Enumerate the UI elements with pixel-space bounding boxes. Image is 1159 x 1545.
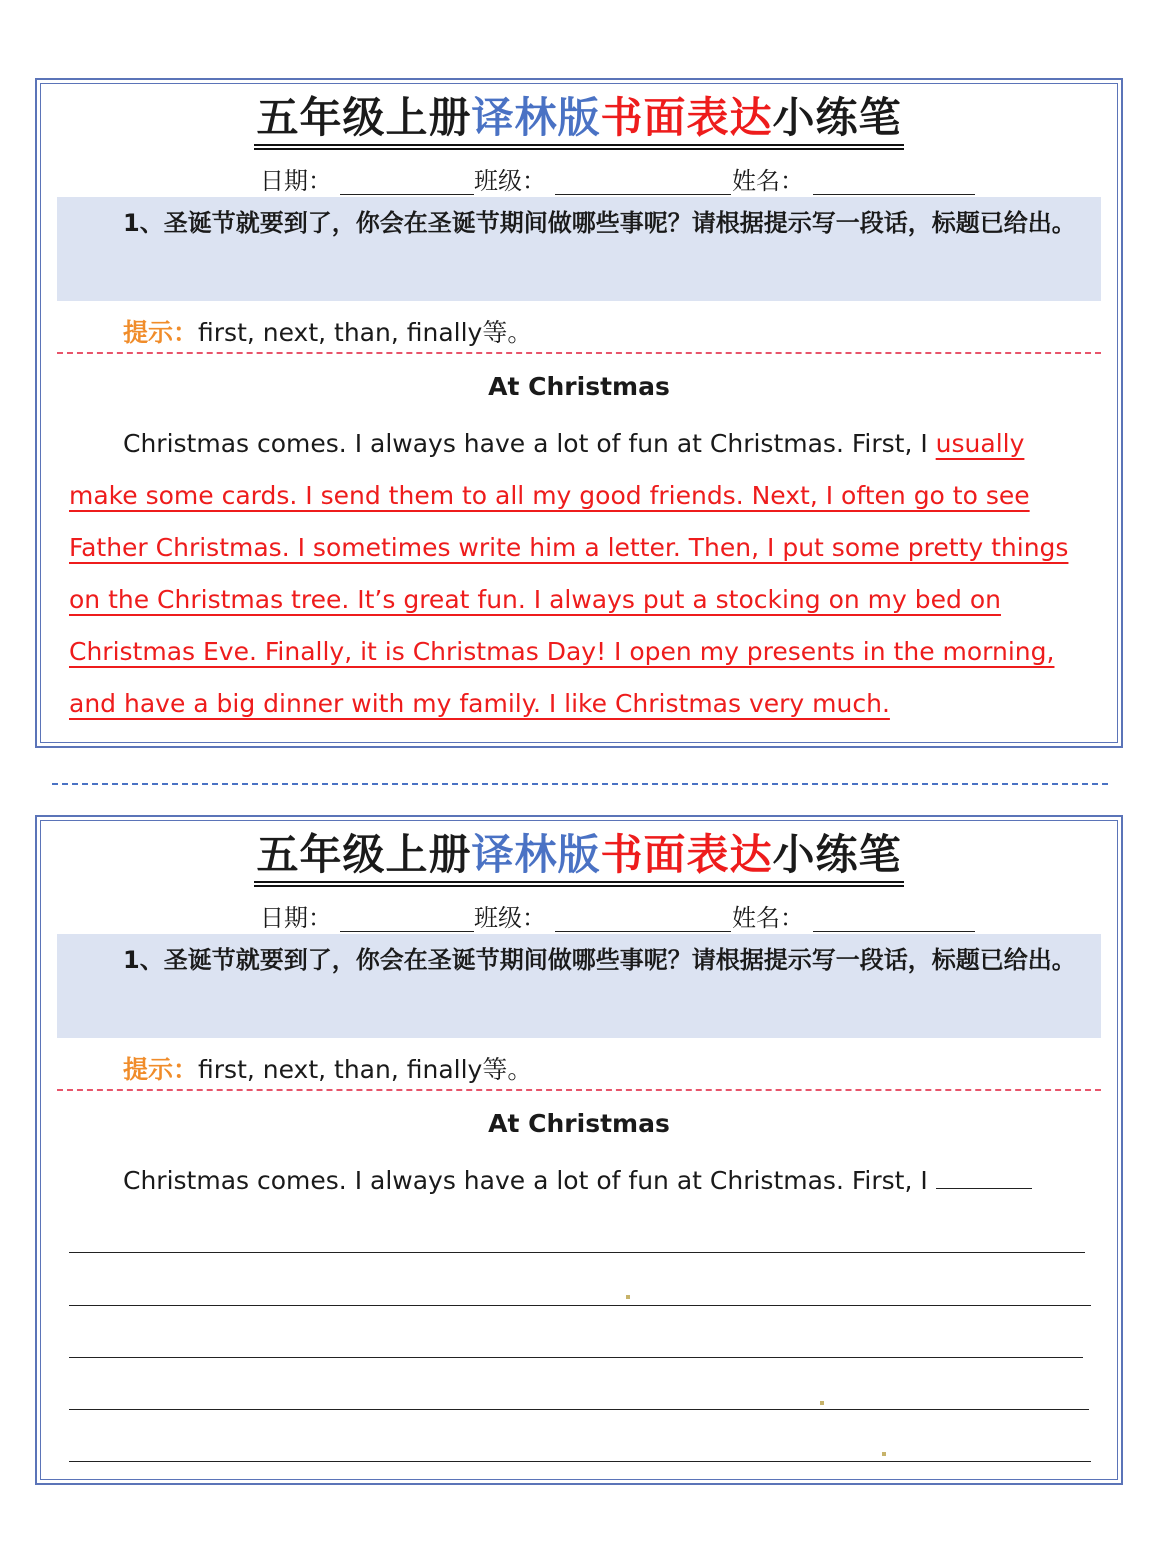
info-line <box>37 901 1121 935</box>
blue-dashed-separator <box>52 783 1108 785</box>
question-box <box>57 197 1101 301</box>
hint-line <box>123 316 532 350</box>
hint-text: first, next, than, finally等。 <box>198 318 533 347</box>
worksheet-title <box>37 829 1121 887</box>
writing-line[interactable] <box>69 1461 1091 1462</box>
title-topic: 书面表达 <box>600 93 773 142</box>
date-label: 日期： <box>260 904 332 932</box>
hint-label: 提示： <box>123 1055 199 1084</box>
title-suffix: 小练笔 <box>772 830 902 879</box>
date-blank[interactable] <box>340 194 474 195</box>
speck-mark <box>882 1452 886 1456</box>
answer-text: usually make some cards. I send them to all my good friends. Next, I often go to see Father Christmas. I sometimes write him a letter. Then, I put some pretty things on the Christmas tree. It’s great fun. I always put a stocking on my bed on Christmas Eve. Finally, it is Christmas Day! I open my presents in the morning, and have a big dinner with my family. I like Christmas very much. <box>69 429 1069 718</box>
hint-line <box>123 1053 532 1087</box>
title-edition: 译林版 <box>471 93 601 142</box>
essay-title: At Christmas <box>488 1109 670 1138</box>
name-label: 姓名： <box>732 904 804 932</box>
worksheet-card-answer <box>35 78 1123 748</box>
date-blank[interactable] <box>340 931 474 932</box>
worksheet-card-blank <box>35 815 1123 1485</box>
worksheet-title <box>37 92 1121 150</box>
hint-label: 提示： <box>123 318 199 347</box>
red-dashed-divider <box>57 352 1101 354</box>
class-blank[interactable] <box>555 194 731 195</box>
writing-line[interactable] <box>69 1305 1091 1306</box>
title-topic: 书面表达 <box>600 830 773 879</box>
answer-blank[interactable] <box>936 1164 1032 1189</box>
title-grade: 五年级上册 <box>256 93 472 142</box>
question-box <box>57 934 1101 1038</box>
red-dashed-divider <box>57 1089 1101 1091</box>
title-grade: 五年级上册 <box>256 830 472 879</box>
name-label: 姓名： <box>732 167 804 195</box>
essay-answer <box>69 418 1091 730</box>
title-edition: 译林版 <box>471 830 601 879</box>
class-label: 班级： <box>474 904 546 932</box>
class-blank[interactable] <box>555 931 731 932</box>
question-text: 1、圣诞节就要到了，你会在圣诞节期间做哪些事呢？请根据提示写一段话，标题已给出。 <box>123 946 1076 974</box>
essay-start: Christmas comes. I always have a lot of fun at Christmas. First, I <box>123 1166 936 1195</box>
title-suffix: 小练笔 <box>772 93 902 142</box>
speck-mark <box>820 1401 824 1405</box>
hint-text: first, next, than, finally等。 <box>198 1055 533 1084</box>
speck-mark <box>626 1295 630 1299</box>
writing-line[interactable] <box>69 1357 1083 1358</box>
date-label: 日期： <box>260 167 332 195</box>
writing-line[interactable] <box>69 1409 1089 1410</box>
name-blank[interactable] <box>813 931 975 932</box>
essay-prompt <box>69 1155 1091 1207</box>
essay-title: At Christmas <box>488 372 670 401</box>
essay-start: Christmas comes. I always have a lot of fun at Christmas. First, I <box>123 429 936 458</box>
class-label: 班级： <box>474 167 546 195</box>
info-line <box>37 164 1121 198</box>
question-text: 1、圣诞节就要到了，你会在圣诞节期间做哪些事呢？请根据提示写一段话，标题已给出。 <box>123 209 1076 237</box>
writing-line[interactable] <box>69 1252 1085 1253</box>
name-blank[interactable] <box>813 194 975 195</box>
